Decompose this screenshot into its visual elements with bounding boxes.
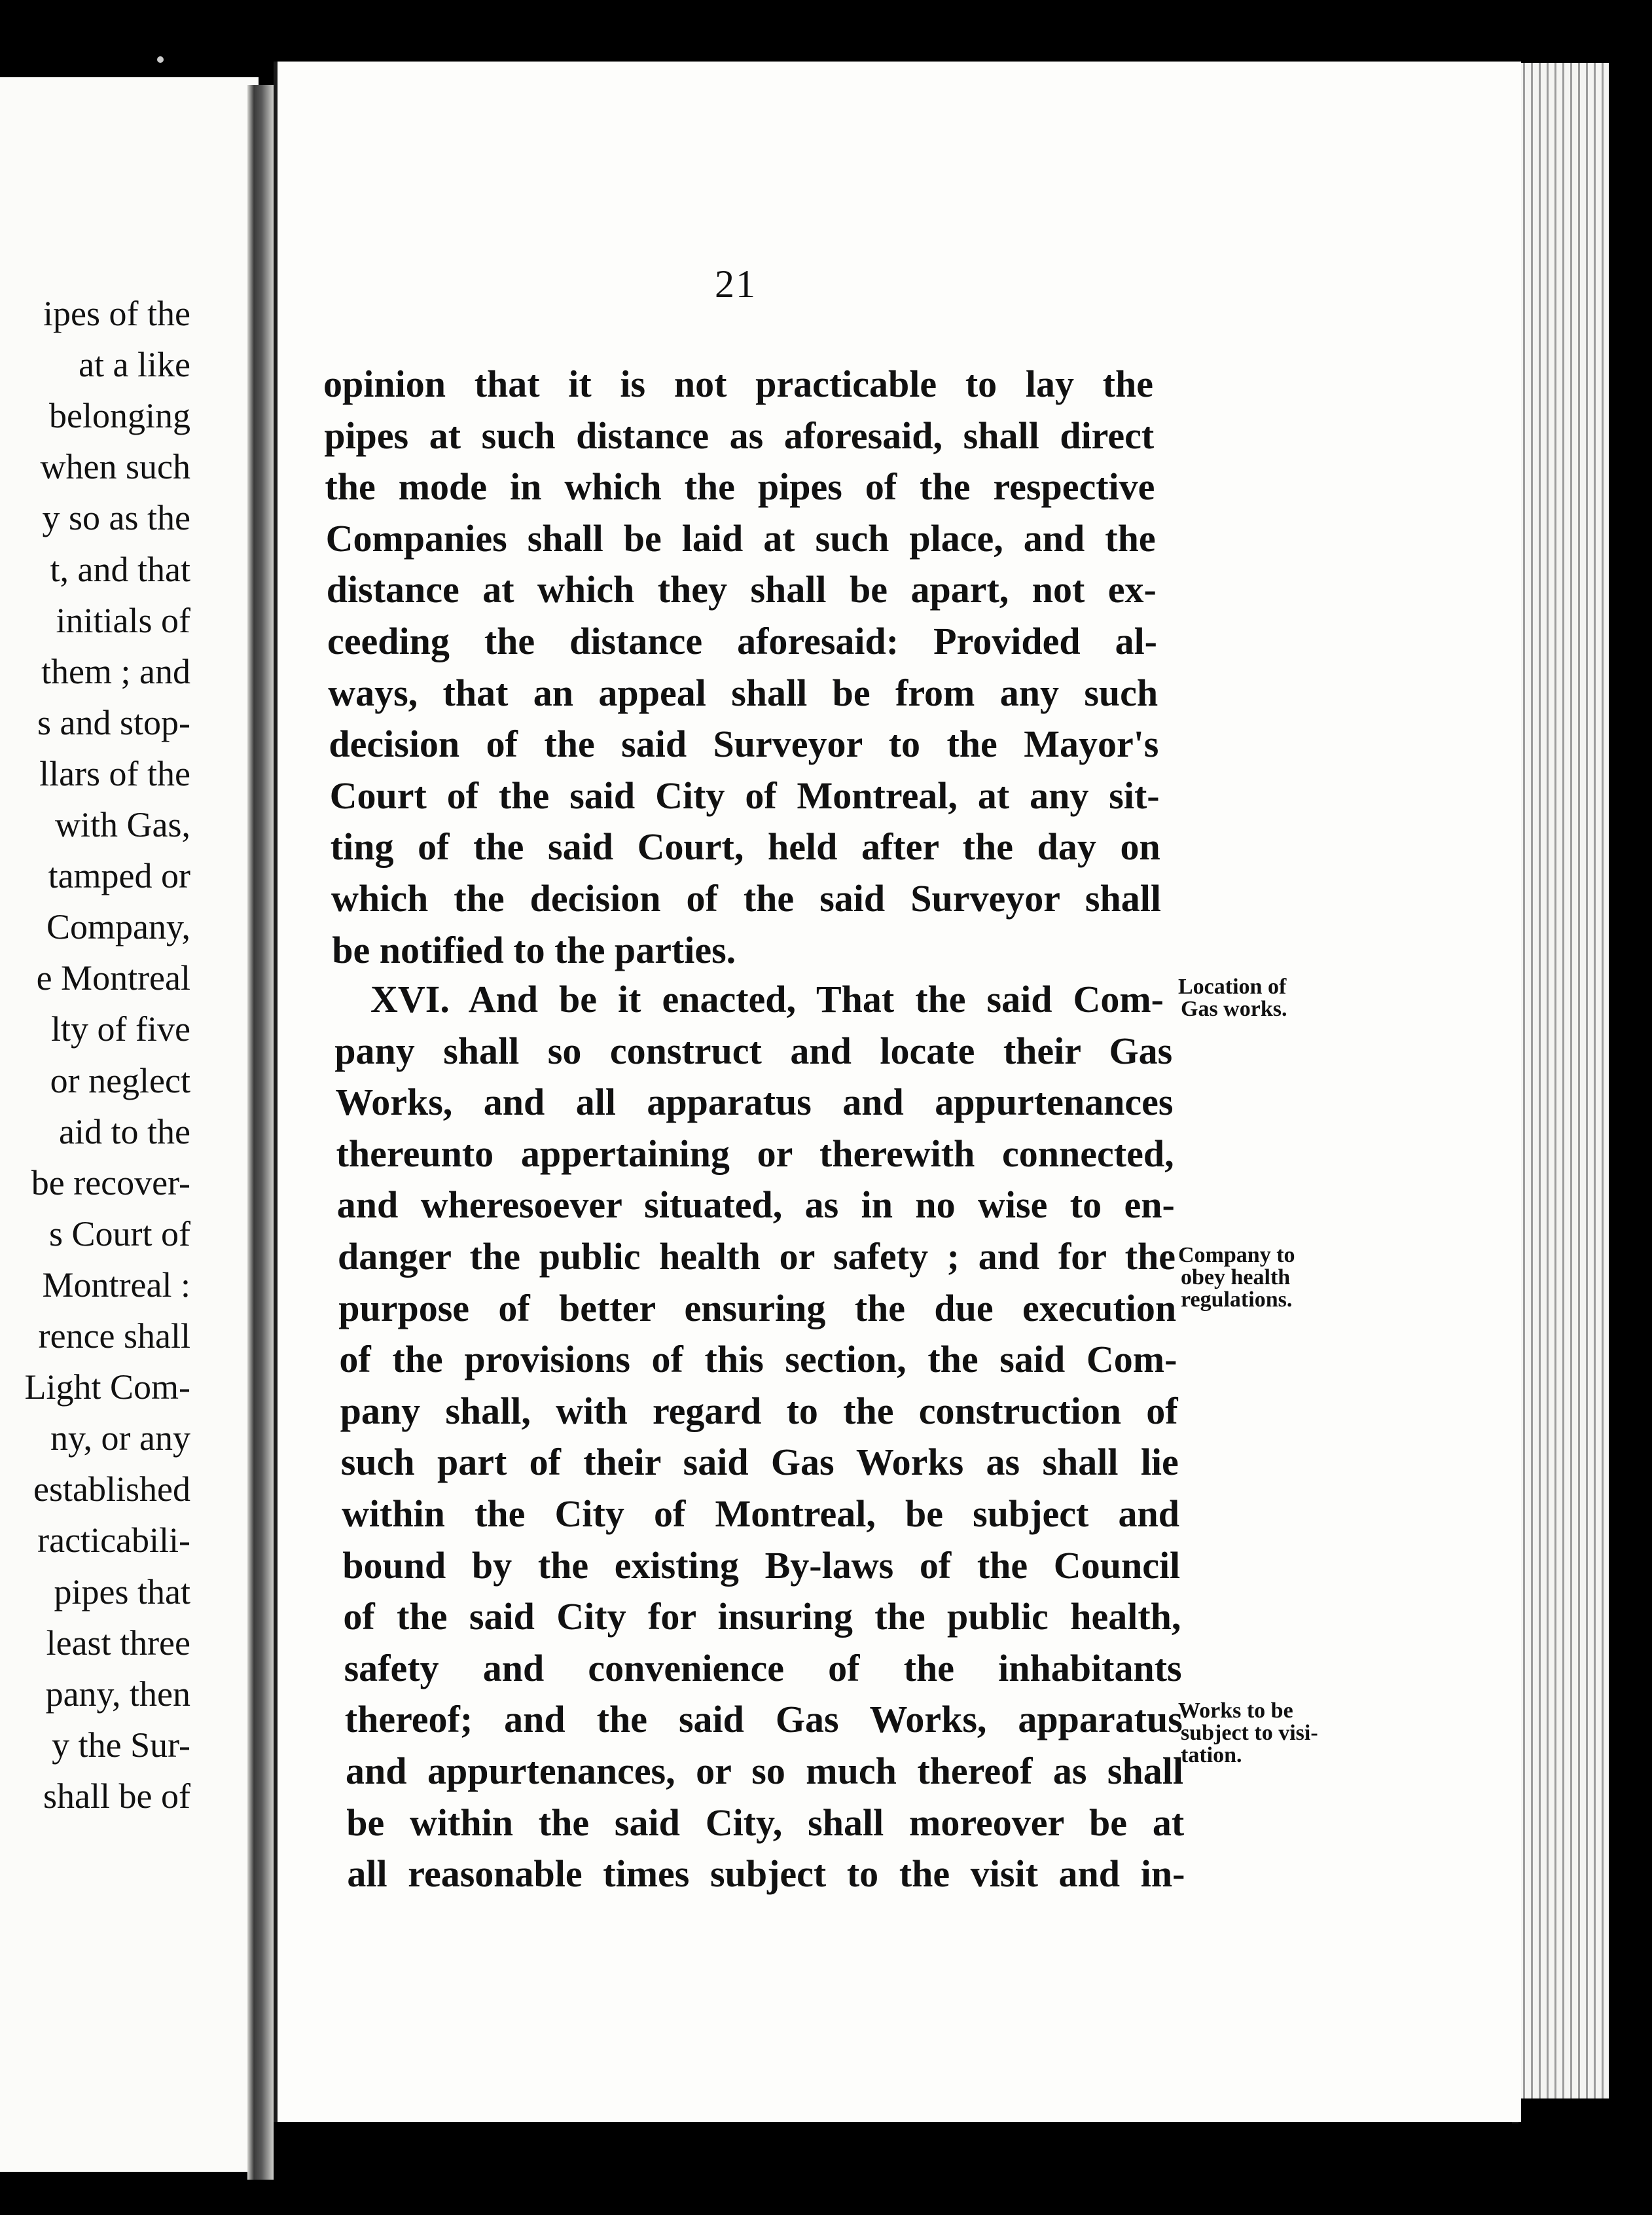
left-page-line: Montreal : — [42, 1265, 190, 1305]
left-page-line: established — [33, 1469, 190, 1509]
paragraph-1-line: be notified to the parties. — [332, 928, 736, 971]
paragraph-2-line: safety and convenience of the inhabitants — [344, 1646, 1182, 1689]
paragraph-1-line: Court of the said City of Montreal, at any sit- — [329, 774, 1160, 817]
paragraph-1-line: ting of the said Court, held after the day on — [330, 825, 1160, 869]
paragraph-2-line: and wheresoever situated, as in no wise to en- — [336, 1183, 1175, 1227]
paragraph-2-line: of the said City for insuring the public health, — [343, 1595, 1181, 1638]
margin-note-company-to-obey-health-regulations: obey health — [1181, 1265, 1291, 1289]
left-page-line: pany, then — [45, 1674, 190, 1714]
paragraph-2-line: Works, and all apparatus and appurtenances — [335, 1081, 1174, 1124]
left-page-line: lty of five — [51, 1009, 190, 1049]
margin-note-location-of-gas-works: Gas works. — [1181, 997, 1287, 1021]
book-gutter — [247, 85, 274, 2180]
section-xvi-heading-line: XVI. And be it enacted, That the said Com- — [370, 978, 1164, 1020]
paragraph-2-line: and appurtenances, or so much thereof as shall — [346, 1750, 1183, 1792]
paragraph-2-line: such part of their said Gas Works as shall lie — [340, 1441, 1179, 1484]
paragraph-1-line: which the decision of the said Surveyor shall — [331, 877, 1161, 920]
left-page-line: be recover- — [31, 1162, 190, 1202]
left-page-line: aid to the — [59, 1111, 190, 1151]
left-page-line: least three — [46, 1623, 190, 1663]
paragraph-2-line: bound by the existing By-laws of the Council — [342, 1543, 1181, 1587]
paragraph-2-line: purpose of better ensuring the due execution — [338, 1286, 1177, 1329]
left-page-line: pipes that — [54, 1572, 190, 1612]
left-page-line: llars of the — [39, 753, 190, 793]
left-page-line: tamped or — [48, 856, 190, 896]
paragraph-1-line: ceeding the distance aforesaid: Provided al- — [327, 620, 1157, 662]
left-page-line: s Court of — [49, 1214, 190, 1253]
paragraph-2-line: danger the public health or safety ; and for the — [338, 1235, 1176, 1278]
paragraph-2-line: pany shall, with regard to the construction of — [340, 1389, 1178, 1432]
left-page-line: ny, or any — [50, 1418, 190, 1458]
paragraph-1-line: opinion that it is not practicable to lay the — [323, 363, 1153, 405]
page-number: 21 — [715, 262, 757, 306]
left-page-line: with Gas, — [55, 805, 190, 844]
left-page-line: ipes of the — [43, 294, 190, 333]
left-page-line: rence shall — [38, 1316, 190, 1356]
left-page-line: initials of — [56, 600, 190, 640]
paragraph-2-line: pany shall so construct and locate their Gas — [334, 1029, 1173, 1072]
left-page-line: y so as the — [42, 498, 190, 538]
paragraph-2-line: of the provisions of this section, the said Com- — [339, 1338, 1177, 1381]
margin-note-works-subject-to-visitation: Works to be — [1178, 1699, 1293, 1723]
left-page-line: racticabili- — [37, 1521, 190, 1560]
paragraph-2-line: within the City of Montreal, be subject and — [342, 1492, 1179, 1535]
left-page-line: them ; and — [41, 651, 190, 691]
page-edges — [1517, 63, 1609, 2098]
paragraph-1-line: decision of the said Surveyor to the Mayor's — [329, 723, 1159, 766]
left-page-line: y the Sur- — [52, 1725, 190, 1765]
left-page-line: Company, — [46, 907, 190, 947]
paragraph-1-line: Companies shall be laid at such place, and the — [325, 516, 1156, 560]
left-page — [0, 77, 259, 2172]
left-page-line: at a like — [79, 345, 190, 385]
margin-note-company-to-obey-health-regulations: Company to — [1178, 1243, 1295, 1267]
left-page-line: when such — [40, 447, 190, 487]
left-page-line: belonging — [49, 396, 190, 436]
left-page-line: shall be of — [43, 1776, 190, 1816]
left-page-line: Light Com- — [24, 1367, 190, 1407]
paragraph-2-line: thereunto appertaining or therewith connected, — [336, 1132, 1174, 1175]
left-page-line: s and stop- — [37, 702, 190, 742]
left-page-line: t, and that — [50, 549, 190, 589]
paragraph-1-line: the mode in which the pipes of the respective — [325, 465, 1155, 509]
margin-note-location-of-gas-works: Location of — [1178, 975, 1287, 999]
left-page-line: e Montreal — [36, 958, 190, 998]
paragraph-1-line: pipes at such distance as aforesaid, shall direct — [324, 414, 1155, 457]
left-page-line: or neglect — [50, 1060, 190, 1100]
margin-note-works-subject-to-visitation: subject to visi- — [1181, 1721, 1318, 1745]
paragraph-1-line: ways, that an appeal shall be from any such — [328, 671, 1158, 714]
dust-speck — [157, 56, 164, 63]
margin-note-works-subject-to-visitation: tation. — [1181, 1743, 1242, 1767]
paragraph-2-line: be within the said City, shall moreover be at — [346, 1801, 1185, 1844]
paragraph-2-line: thereof; and the said Gas Works, apparatus — [344, 1698, 1183, 1741]
paragraph-2-line: all reasonable times subject to the visit and in- — [347, 1852, 1185, 1896]
paragraph-1-line: distance at which they shall be apart, not ex- — [326, 568, 1157, 611]
margin-note-company-to-obey-health-regulations: regulations. — [1181, 1288, 1293, 1312]
